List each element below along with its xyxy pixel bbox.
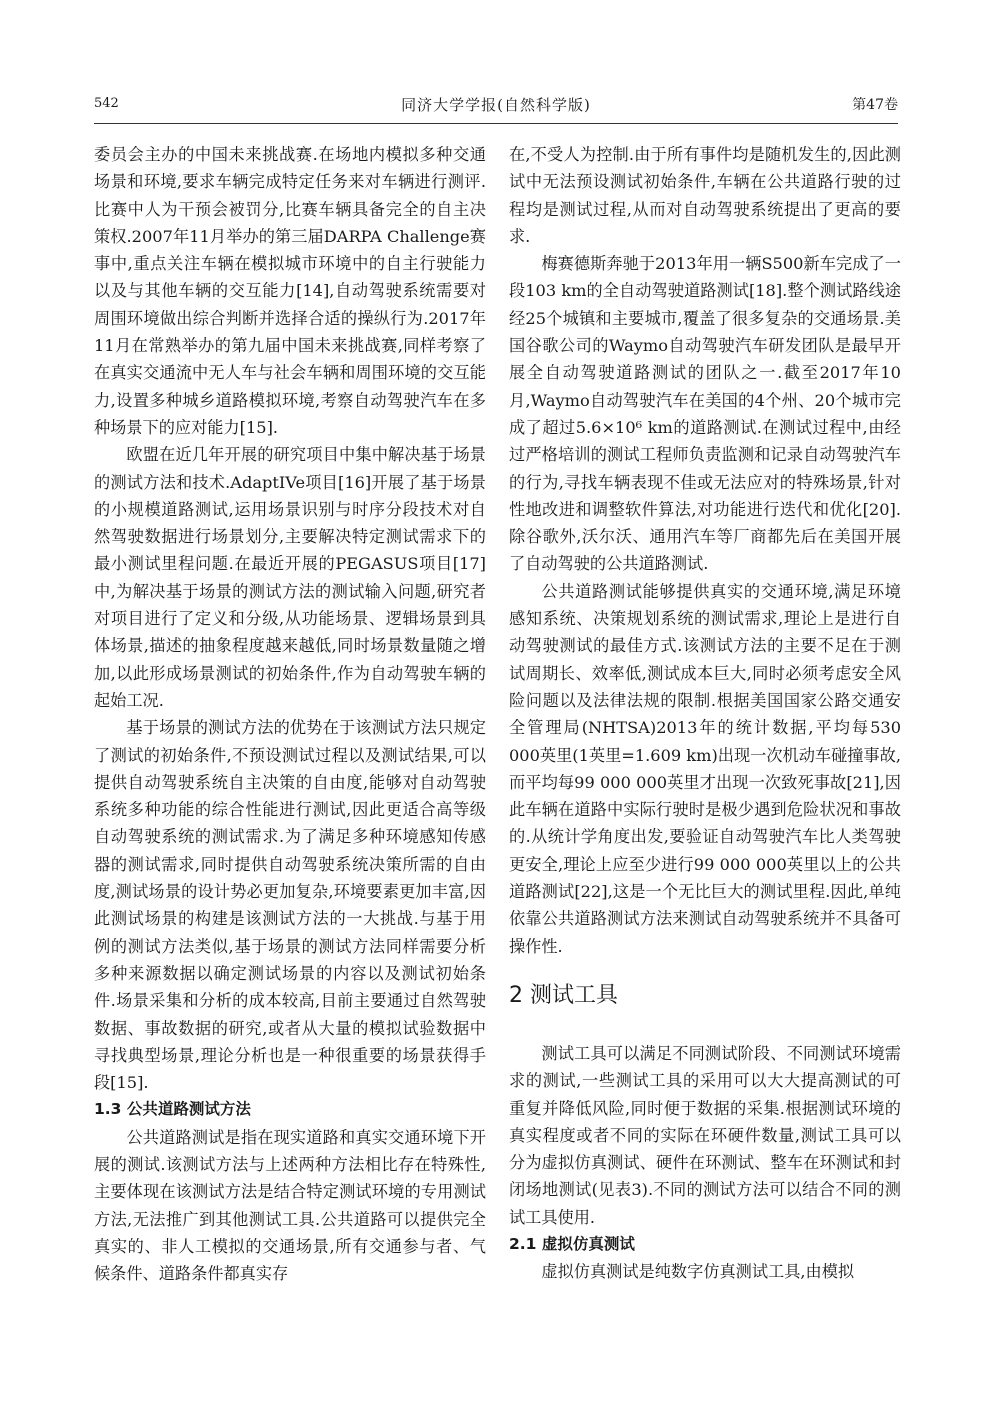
paragraph: 欧盟在近几年开展的研究项目中集中解决基于场景的测试方法和技术.AdaptIVe项目[16]开展了基于场景的小规模道路测试,运用场景识别与时序分段技术对自然驾驶数据进行场景划分,主要解决特定测试需求下的最小测试里程问题.在最近开展的PEGASUS项目[17]中,为解决基于场景的测试方法的测试输入问题,研究者对项目进行了定义和分级,从功能场景、逻辑场景到具体场景,描述的抽象程度越来越低,同时场景数量随之增加,以此形成场景测试的初始条件,作为自动驾驶车辆的起始工况. [94, 445, 486, 710]
paragraph: 在,不受人为控制.由于所有事件均是随机发生的,因此测试中无法预设测试初始条件,车辆在公共道路行驶的过程均是测试过程,从而对自动驾驶系统提出了更高的要求. [509, 145, 901, 246]
paragraph: 梅赛德斯奔驰于2013年用一辆S500新车完成了一段103 km的全自动驾驶道路测试[18].整个测试路线途经25个城镇和主要城市,覆盖了很多复杂的交通场景.美国谷歌公司的Waymo自动驾驶汽车研发团队是最早开展全自动驾驶道路测试的团队之一.截至2017年10月,Waymo自动驾驶汽车在美国的4个州、20个城市完成了超过5.6×10⁶ km的道路测试.在测试过程中,由经过严格培训的测试工程师负责监测和记录自动驾驶汽车的行为,寻找车辆表现不佳或无法应对的特殊场景,针对性地改进和调整软件算法,对功能进行迭代和优化[20].除谷歌外,沃尔沃、通用汽车等厂商都先后在美国开展了自动驾驶的公共道路测试. [509, 254, 901, 574]
paragraph: 委员会主办的中国未来挑战赛.在场地内模拟多种交通场景和环境,要求车辆完成特定任务来对车辆进行测评.比赛中人为干预会被罚分,比赛车辆具备完全的自主决策权.2007年11月举办的第三届DARPA Challenge赛事中,重点关注车辆在模拟城市环境中的自主行驶能力以及与其他车辆的交互能力[14],自动驾驶系统需要对周围环境做出综合判断并选择合适的操纵行为.2017年11月在常熟举办的第九届中国未来挑战赛,同样考察了在真实交通流中无人车与社会车辆和周围环境的交互能力,设置多种城乡道路模拟环境,考察自动驾驶汽车在多种场景下的应对能力[15]. [94, 145, 486, 437]
left-column [94, 141, 486, 1287]
section-heading-1-3: 1.3 公共道路测试方法 [94, 1100, 251, 1119]
section-heading-2: 2 测试工具 [509, 982, 618, 1008]
paragraph: 基于场景的测试方法的优势在于该测试方法只规定了测试的初始条件,不预设测试过程以及测试结果,可以提供自动驾驶系统自主决策的自由度,能够对自动驾驶系统多种功能的综合性能进行测试,因此更适合高等级自动驾驶系统的测试需求.为了满足多种环境感知传感器的测试需求,同时提供自动驾驶系统决策所需的自由度,测试场景的设计势必更加复杂,环境要素更加丰富,因此测试场景的构建是该测试方法的一大挑战.与基于用例的测试方法类似,基于场景的测试方法同样需要分析多种来源数据以确定测试场景的内容以及测试初始条件.场景采集和分析的成本较高,目前主要通过自然驾驶数据、事故数据的研究,或者从大量的模拟试验数据中寻找典型场景,理论分析也是一种很重要的场景获得手段[15]. [94, 718, 486, 1093]
volume-label: 第47卷 [852, 97, 898, 113]
running-header [94, 94, 898, 118]
section-heading-2-1: 2.1 虚拟仿真测试 [509, 1234, 635, 1253]
paragraph: 公共道路测试是指在现实道路和真实交通环境下开展的测试.该测试方法与上述两种方法相比存在特殊性,主要体现在该测试方法是结合特定测试环境的专用测试方法,无法推广到其他测试工具.公共道路可以提供完全真实的、非人工模拟的交通场景,所有交通参与者、气候条件、道路条件都真实存 [94, 1127, 486, 1284]
paragraph: 测试工具可以满足不同测试阶段、不同测试环境需求的测试,一些测试工具的采用可以大大提高测试的可重复并降低风险,同时便于数据的采集.根据测试环境的真实程度或者不同的实际在环硬件数量,测试工具可以分为虚拟仿真测试、硬件在环测试、整车在环测试和封闭场地测试(见表3).不同的测试方法可以结合不同的测试工具使用. [509, 1043, 901, 1227]
paragraph: 公共道路测试能够提供真实的交通环境,满足环境感知系统、决策规划系统的测试需求,理论上是进行自动驾驶测试的最佳方式.该测试方法的主要不足在于测试周期长、效率低,测试成本巨大,同时必须考虑安全风险问题以及法律法规的限制.根据美国国家公路交通安全管理局(NHTSA)2013年的统计数据,平均每530 000英里(1英里=1.609 km)出现一次机动车碰撞事故,而平均每99 000 000英里才出现一次致死事故[21],因此车辆在道路中实际行驶时是极少遇到危险状况和事故的.从统计学角度出发,要验证自动驾驶汽车比人类驾驶更安全,理论上应至少进行99 000 000英里以上的公共道路测试[22],这是一个无比巨大的测试里程.因此,单纯依靠公共道路测试方法来测试自动驾驶系统并不具备可操作性. [509, 581, 901, 956]
journal-title: 同济大学学报(自然科学版) [401, 96, 591, 114]
right-column [509, 141, 901, 1286]
paragraph: 虚拟仿真测试是纯数字仿真测试工具,由模拟 [541, 1262, 855, 1282]
page-number: 542 [94, 96, 119, 111]
header-rule [94, 123, 898, 124]
